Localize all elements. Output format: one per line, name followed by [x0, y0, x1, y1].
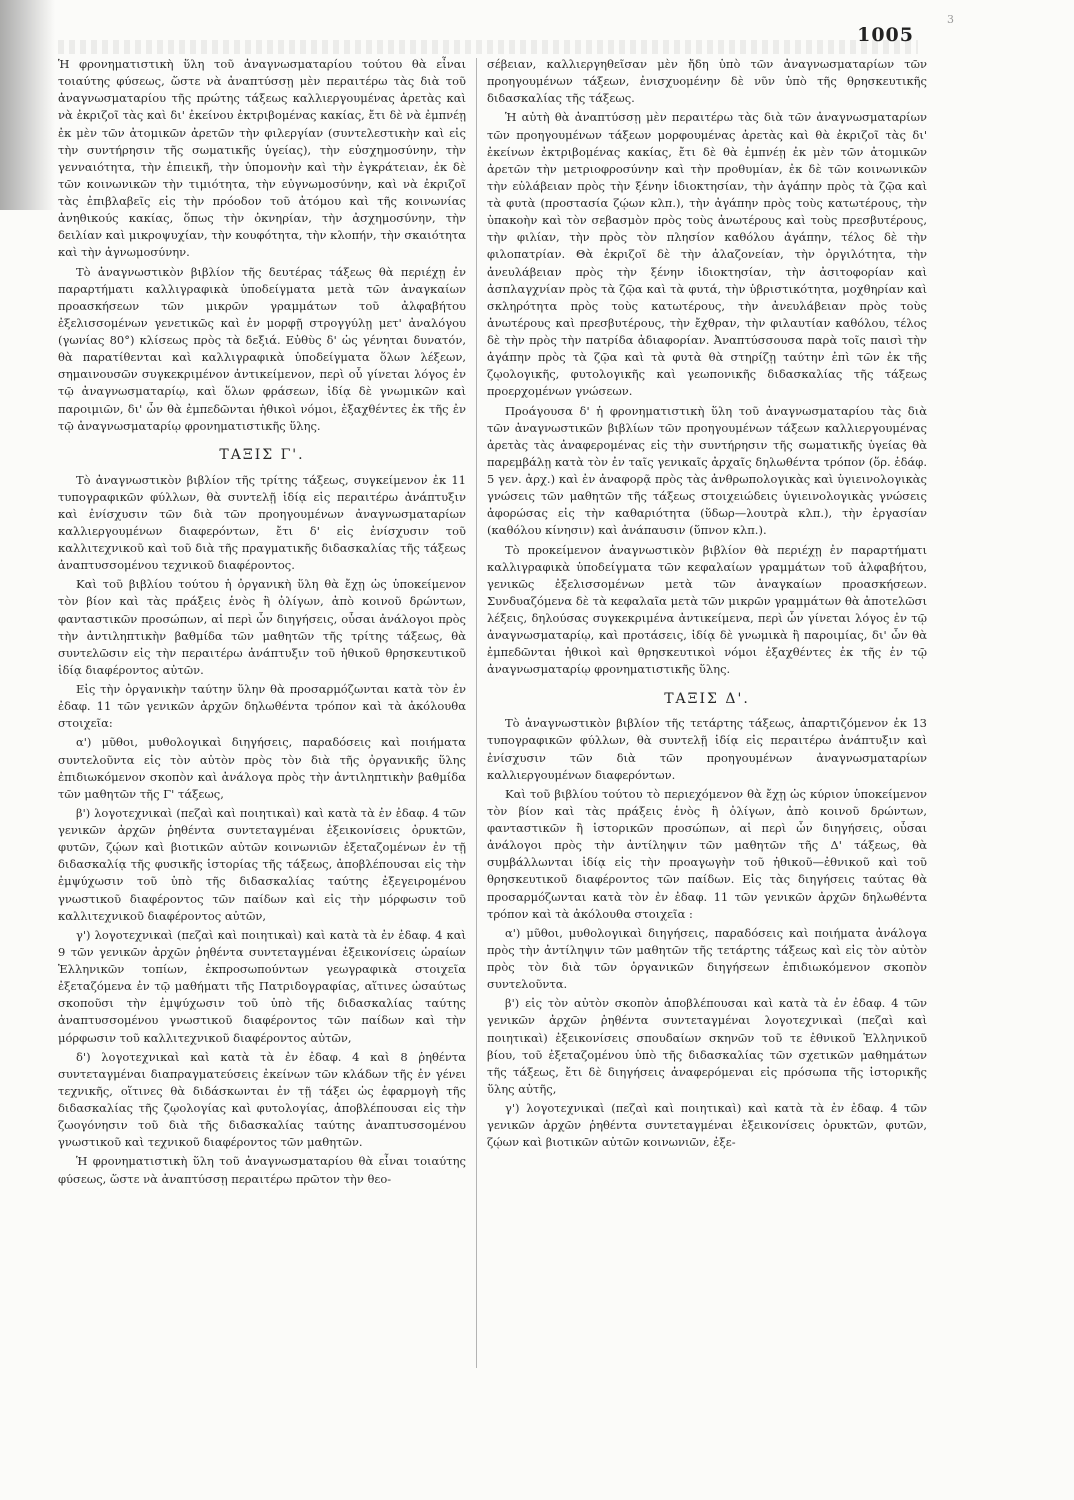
corner-mark: 3 [947, 13, 954, 26]
left-paragraph-final: Ἡ φρονηματιστικὴ ὕλη τοῦ ἀναγνωσματαρίου θὰ εἶναι τοιαύτης φύσεως, ὥστε νὰ ἀναπτύσσῃ περαιτέρω πρῶτον τὴν θεο- [58, 1154, 466, 1186]
left-list-item-a: α') μῦθοι, μυθολογικαὶ διηγήσεις, παραδόσεις καὶ ποιήματα συντελοῦντα εἰς τὸν αὐτὸν πρὸς τὸν διὰ τῆς ὀργανικῆς ὕλης ἐπιδιωκόμενον σκοπὸν καὶ ἀνάλογα πρὸς τὴν ἀντιληπτικὴν βαθμίδα τῶν μαθητῶν τῆς Γ' τάξεως, [58, 735, 466, 801]
section-heading-taxis-d: ΤΑΞΙΣ Δ'. [664, 690, 750, 707]
right-list-item-c: γ') λογοτεχνικαὶ (πεζαὶ καὶ ποιητικαὶ) καὶ κατὰ τὰ ἐν ἐδαφ. 4 τῶν γενικῶν ἀρχῶν ῥηθέντα συντεταγμέναι ἐξεικονίσεις ὀρυκτῶν, φυτῶν, ζῴων καὶ βιοτικῶν αὐτῶν κοινωνιῶν, ἐξε- [487, 1101, 927, 1150]
right-column [487, 56, 927, 1153]
left-paragraph-1: Ἡ φρονηματιστικὴ ὕλη τοῦ ἀναγνωσματαρίου τούτου θὰ εἶναι τοιαύτης φύσεως, ὥστε νὰ ἀναπτύσσῃ μὲν περαιτέρω τὰς διὰ τοῦ ἀναγνωσματαρίου τῆς πρώτης τάξεως καλλιεργουμένας ἀρετὰς καὶ νὰ ἐκριζοῖ τὰς καὶ δι' ἐκείνου ἐκτριβομένας κακίας, ἔτι δὲ νὰ ἐμπνέῃ ἐκ μὲν τῶν ἀτομικῶν ἀρετῶν τὴν φιλεργίαν (συντελεστικὴν καὶ εἰς τὴν συντήρησιν τῆς σωματικῆς ὑγείας), τὴν εὐσχημοσύνην, τὴν γενναιότητα, τὴν ἐπιεικῆ, τὴν ὑπομονὴν καὶ τὴν ἐγκράτειαν, ἐκ δὲ τῶν κοινωνικῶν τὴν τιμιότητα, τὴν εὐγνωμοσύνην, καὶ νὰ ἐκριζοῖ τὰς ἐπιβλαβεῖς εἰς τὴν πρόοδον τοῦ ἀτόμου καὶ τῆς κοινωνίας ἀνηθικούς κακίας, ὅπως τὴν ὀκνηρίαν, τὴν ἀσχημοσύνην, τὴν δειλίαν καὶ μικροψυχίαν, τὴν κουφότητα, τὴν κλοπήν, τὴν σκαιότητα καὶ τὴν ἀγνωμοσύνην. [58, 57, 466, 260]
right-paragraph-2: Ἡ αὐτὴ θὰ ἀναπτύσσῃ μὲν περαιτέρω τὰς διὰ τῶν ἀναγνωσματαρίων τῶν προηγουμένων τάξεων μορφουμένας ἀρετὰς καὶ θὰ ἐκριζοῖ τὰς δι' ἐκείνων ἐκτριβομένας κακίας, ἔτι δὲ θὰ ἐμπνέῃ ἐκ μὲν τῶν ἀτομικῶν ἀρετῶν τὴν μετριοφροσύνην καὶ τὴν προθυμίαν, ἐκ δὲ τῶν κοινωνικῶν τὴν εὐλάβειαν πρὸς τὴν ξένην ἰδιοκτησίαν, τὴν ἀγάπην πρὸς τὰ ζῷα καὶ τὰ φυτὰ (προστασία ζῴων κλπ.), τὴν ἀγάπην πρὸς τοὺς κατωτέρους, τὴν ὑπακοὴν καὶ τὸν σεβασμὸν πρὸς τοὺς ἀνωτέρους καὶ τοὺς πρεσβυτέρους, τὴν φιλίαν, τὴν πρὸς τὸν πλησίον καθόλου ἀγάπην, τέλος δὲ τὴν φιλοπατρίαν. Θὰ ἐκριζοῖ δὲ τὴν ἀλαζονείαν, τὴν ὀργιλότητα, τὴν ἀνευλάβειαν πρὸς τὴν ξένην ἰδιοκτησίαν, τὴν ἀσιτοφορίαν καὶ ἀσπλαγχνίαν πρὸς τὰ ζῷα καὶ τὰ φυτά, τὴν ὑβριστικότητα, μοχθηρίαν καὶ σκληρότητα πρὸς τοὺς κατωτέρους, τὴν ἀνευλάβειαν πρὸς τοὺς ἀνωτέρους καὶ πρεσβυτέρους, τὴν ἔχθραν, τὴν φιλαυτίαν καθόλου, τέλος δὲ τὴν πρὸς τὴν πατρίδα ἀδιαφορίαν. Ἀναπτύσσουσα παρὰ τοῖς παισὶ τὴν ἀγάπην πρὸς τὰ ζῷα καὶ τὰ φυτὰ θὰ στηρίζῃ ταύτην ἐπὶ τῶν ἐκ τῆς ζῳολογικῆς, φυτολογικῆς καὶ γεωπονικῆς διδασκαλίας τῆς τάξεως προερχομένων γνώσεων. [487, 110, 927, 399]
left-list-item-c: γ') λογοτεχνικαὶ (πεζαὶ καὶ ποιητικαὶ) καὶ κατὰ τὰ ἐν ἐδαφ. 4 καὶ 9 τῶν γενικῶν ἀρχῶν ῥηθέντα συντεταγμέναι ἐξεικονίσεις ὡραίων Ἑλληνικῶν τοπίων, ἐκπροσωπούντων γεωγραφικὰ στοιχεῖα ἐξεταζόμενα ἐν τῷ μαθήματι τῆς Πατριδογραφίας, αἵτινες ὡσαύτως σκοποῦσι τὴν ἐμψύχωσιν τοῦ ὑπὸ τῆς διδασκαλίας ταύτης ἀναπτυσσομένου γνωστικοῦ διαφέροντος τῶν παίδων καὶ τὴν μόρφωσιν τοῦ καλλιτεχνικοῦ διαφέροντος αὐτῶν, [58, 927, 466, 1045]
section-heading-taxis-g: ΤΑΞΙΣ Γ'. [219, 446, 305, 463]
right-paragraph-1: σέβειαν, καλλιεργηθεῖσαν μὲν ἤδη ὑπὸ τῶν ἀναγνωσματαρίων τῶν προηγουμένων τάξεων, ἐνισχυομένην δὲ νῦν ὑπὸ τῆς θρησκευτικῆς διδασκαλίας τῆς τάξεως. [487, 57, 927, 106]
left-paragraph-2: Τὸ ἀναγνωστικὸν βιβλίον τῆς δευτέρας τάξεως θὰ περιέχῃ ἐν παραρτήματι καλλιγραφικὰ ὑποδείγματα μετὰ τῶν ἀναγκαίων προασκήσεων τῶν μικρῶν γραμμάτων τοῦ ἀλφαβήτου ἐξελισσομένων γενετικῶς καὶ ἐν μορφῇ στρογγύλῃ μετ' ἀναλόγου (γωνίας 80°) κλίσεως πρὸς τὰ δεξιά. Εὐθὺς δ' ὡς γένηται δυνατόν, θὰ παρατίθενται καὶ καλλιγραφικὰ ὑποδείγματα ὅλων λέξεων, σημαινουσῶν συγκεκριμένον ἀντικείμενον, περὶ οὗ γίνεται λόγος ἐν τῷ ἀναγνωσματαρίῳ, καὶ ὅλων φράσεων, ἰδίᾳ δὲ γνωμικῶν καὶ παροιμιῶν, δι' ὧν θὰ ἐμπεδῶνται ἠθικοὶ νόμοι, ἐξαχθέντες ἐκ τῆς ἐν τῷ ἀναγνωσματαρίῳ φρονηματιστικῆς ὕλης. [58, 264, 466, 433]
right-list-item-b: β') εἰς τὸν αὐτὸν σκοπὸν ἀποβλέπουσαι καὶ κατὰ τὰ ἐν ἐδαφ. 4 τῶν γενικῶν ἀρχῶν ῥηθέντα συντεταγμέναι λογοτεχνικαὶ (πεζαὶ καὶ ποιητικαὶ) ἐξεικονίσεις σπουδαίων σκηνῶν τοῦ τε ἐθνικοῦ Ἑλληνικοῦ βίου, τοῦ ἐξεταζομένου ὑπὸ τῆς διδασκαλίας τῶν σχετικῶν μαθημάτων τῆς τάξεως, ἔτι δὲ διηγήσεις ἀναφερόμεναι εἰς πρόσωπα τῆς ἱστορικῆς ὕλης αὐτῆς, [487, 996, 927, 1096]
column-divider [476, 58, 477, 1368]
scan-edge-shadow [0, 0, 55, 210]
right-paragraph-5: Τὸ ἀναγνωστικὸν βιβλίον τῆς τετάρτης τάξεως, ἀπαρτιζόμενον ἐκ 13 τυπογραφικῶν φύλλων, θὰ συντελῇ ἰδίᾳ εἰς περαιτέρω ἀνάπτυξιν καὶ ἐνίσχυσιν τῶν διὰ τῶν προηγουμένων ἀναγνωσματαρίων καλλιεργουμένων διαφερόντων. [487, 716, 927, 782]
left-column [58, 56, 466, 1190]
right-paragraph-4: Τὸ προκείμενον ἀναγνωστικὸν βιβλίον θὰ περιέχῃ ἐν παραρτήματι καλλιγραφικὰ ὑποδείγματα τῶν κεφαλαίων γραμμάτων τοῦ ἀλφαβήτου, γενικῶς ἐξελισσομένων μετὰ τῶν ἀναγκαίων προασκήσεων. Συνδυαζόμενα δὲ τὰ κεφαλαῖα μετὰ τῶν μικρῶν γραμμάτων θὰ ἀποτελῶσι λέξεις, δηλούσας συγκεκριμένα ἀντικείμενα, περὶ ὧν γίνεται λόγος ἐν τῷ ἀναγνωσματαρίῳ, καὶ προτάσεις, ἰδίᾳ δὲ γνωμικὰ ἢ παροιμίας, δι' ὧν θὰ ἐμπεδῶνται ἠθικοὶ καὶ θρησκευτικοὶ νόμοι ἐξαχθέντες ἐκ τῆς ἐν τῷ ἀναγνωσματαρίῳ φρονηματιστικῆς ὕλης. [487, 542, 927, 677]
right-list-item-a: α') μῦθοι, μυθολογικαὶ διηγήσεις, παραδόσεις καὶ ποιήματα ἀνάλογα πρὸς τὴν ἀντίληψιν τῶν μαθητῶν τῆς τετάρτης τάξεως καὶ εἰς τὸν αὐτὸν πρὸς τὸν διὰ τῶν ὀργανικῶν διηγήσεων ἐπιδιωκόμενον σκοπὸν συντελοῦντα. [487, 925, 927, 992]
page-number: 1005 [857, 24, 914, 46]
left-paragraph-3: Τὸ ἀναγνωστικὸν βιβλίον τῆς τρίτης τάξεως, συγκείμενον ἐκ 11 τυπογραφικῶν φύλλων, θὰ συντελῇ ἰδίᾳ εἰς περαιτέρω ἀνάπτυξιν καὶ ἐνίσχυσιν τῶν διὰ τῶν προηγουμένων ἀναγνωσματαρίων καλλιεργουμένων διαφερόντων, ἔτι δ' εἰς ἐνίσχυσιν τοῦ καλλιτεχνικοῦ καὶ τοῦ διὰ τῆς πραγματικῆς διδασκαλίας τῆς τάξεως ἀναπτυσσομένου τεχνικοῦ διαφέροντος. [58, 472, 466, 573]
left-paragraph-5: Εἰς τὴν ὀργανικὴν ταύτην ὕλην θὰ προσαρμόζωνται κατὰ τὸν ἐν ἐδαφ. 11 τῶν γενικῶν ἀρχῶν δηλωθέντα τρόπον καὶ τὰ ἀκόλουθα στοιχεῖα: [58, 682, 466, 731]
scan-header-noise [58, 40, 918, 54]
left-paragraph-4: Καὶ τοῦ βιβλίου τούτου ἡ ὀργανικὴ ὕλη θὰ ἔχῃ ὡς ὑποκείμενον τὸν βίον καὶ τὰς πράξεις ἑνὸς ἢ ὀλίγων, ἀπὸ κοινοῦ δρώντων, φανταστικῶν προσώπων, αἱ περὶ ὧν διηγήσεις, οὖσαι ἀνάλογοι πρὸς τὴν ἀντιληπτικὴν βαθμίδα τῶν μαθητῶν τῆς τρίτης τάξεως, θὰ συντελῶσιν εἰς τὴν περαιτέρω ἀνάπτυξιν τοῦ ἠθικοῦ θρησκευτικοῦ ἰδίᾳ διαφέροντος αὐτῶν. [58, 577, 466, 677]
left-list-item-d: δ') λογοτεχνικαὶ καὶ κατὰ τὰ ἐν ἐδαφ. 4 καὶ 8 ῥηθέντα συντεταγμέναι διαπραγματεύσεις ἐκείνων τῶν κλάδων τῆς ἐν γένει τεχνικῆς, οἵτινες θὰ διδάσκωνται ἐν τῇ τάξει ὡς ἐφαρμογὴ τῆς διδασκαλίας τῆς ζῳολογίας καὶ φυτολογίας, ἀποβλέπουσαι εἰς τὴν ζωογόνησιν τοῦ διὰ τῆς διδασκαλίας ταύτης ἀναπτυσσομένου γνωστικοῦ καὶ τεχνικοῦ διαφέροντος τῶν μαθητῶν. [58, 1049, 466, 1150]
right-paragraph-6: Καὶ τοῦ βιβλίου τούτου τὸ περιεχόμενον θὰ ἔχῃ ὡς κύριον ὑποκείμενον τὸν βίον καὶ τὰς πράξεις ἑνὸς ἢ ὀλίγων, ἀπὸ κοινοῦ δρώντων, φανταστικῶν ἢ ἱστορικῶν προσώπων, αἱ περὶ ὧν διηγήσεις, οὖσαι ἀνάλογοι πρὸς τὴν ἀντίληψιν τῶν μαθητῶν τῆς Δ' τάξεως, θὰ συμβάλλωνται ἰδίᾳ εἰς τὴν προαγωγὴν τοῦ ἠθικοῦ—ἐθνικοῦ καὶ τοῦ θρησκευτικοῦ διαφέροντος τῶν παίδων. Εἰς τὰς διηγήσεις ταύτας θὰ προσαρμόζωνται κατὰ τὸν ἐν ἐδαφ. 11 τῶν γενικῶν ἀρχῶν δηλωθέντα τρόπον καὶ τὰ ἀκόλουθα στοιχεῖα : [487, 786, 927, 921]
left-list-item-b: β') λογοτεχνικαὶ (πεζαὶ καὶ ποιητικαὶ) καὶ κατὰ τὰ ἐν ἐδαφ. 4 τῶν γενικῶν ἀρχῶν ῥηθέντα συντεταγμέναι ἐξεικονίσεις ὀρυκτῶν, φυτῶν, ζῴων καὶ βιοτικῶν αὐτῶν κοινωνιῶν ἐξεταζομένων ἐν τῇ διδασκαλίᾳ τῆς φυσικῆς ἱστορίας τῆς τάξεως, ἀποβλέπουσαι εἰς τὴν ἐμψύχωσιν τοῦ ὑπὸ τῆς διδασκαλίας ταύτης ἐξεγειρομένου γνωστικοῦ διαφέροντος τῶν παίδων καὶ εἰς τὴν μόρφωσιν τοῦ καλλιτεχνικοῦ διαφέροντος αὐτῶν, [58, 805, 466, 923]
right-paragraph-3: Προάγουσα δ' ἡ φρονηματιστικὴ ὕλη τοῦ ἀναγνωσματαρίου τὰς διὰ τῶν ἀναγνωστικῶν βιβλίων τῶν προηγουμένων τάξεων καλλιεργουμένας ἀρετὰς τὰς ἀναφερομένας εἰς τὴν συντήρησιν τῆς σωματικῆς ὑγείας θὰ παρεμβάλῃ κατὰ τὸν ἐν ταῖς γενικαῖς ἀρχαῖς δηλωθέντα τρόπον (ὅρ. ἐδάφ. 5 γεν. ἀρχ.) καὶ ἐν ἀναφορᾷ πρὸς τὰς ἀνθρωπολογικὰς καὶ ὑγιεινολογικὰς γνώσεις τῶν μαθητῶν τῆς τάξεως στοιχειώδεις ὑγιεινολογικὰς γνώσεις ἀφορώσας εἰς τὴν καθαριότητα (ὕδωρ—λουτρὰ κλπ.), τὴν ἐργασίαν (καθόλου κίνησιν) καὶ ἀνάπαυσιν (ὕπνον κλπ.). [487, 403, 927, 538]
